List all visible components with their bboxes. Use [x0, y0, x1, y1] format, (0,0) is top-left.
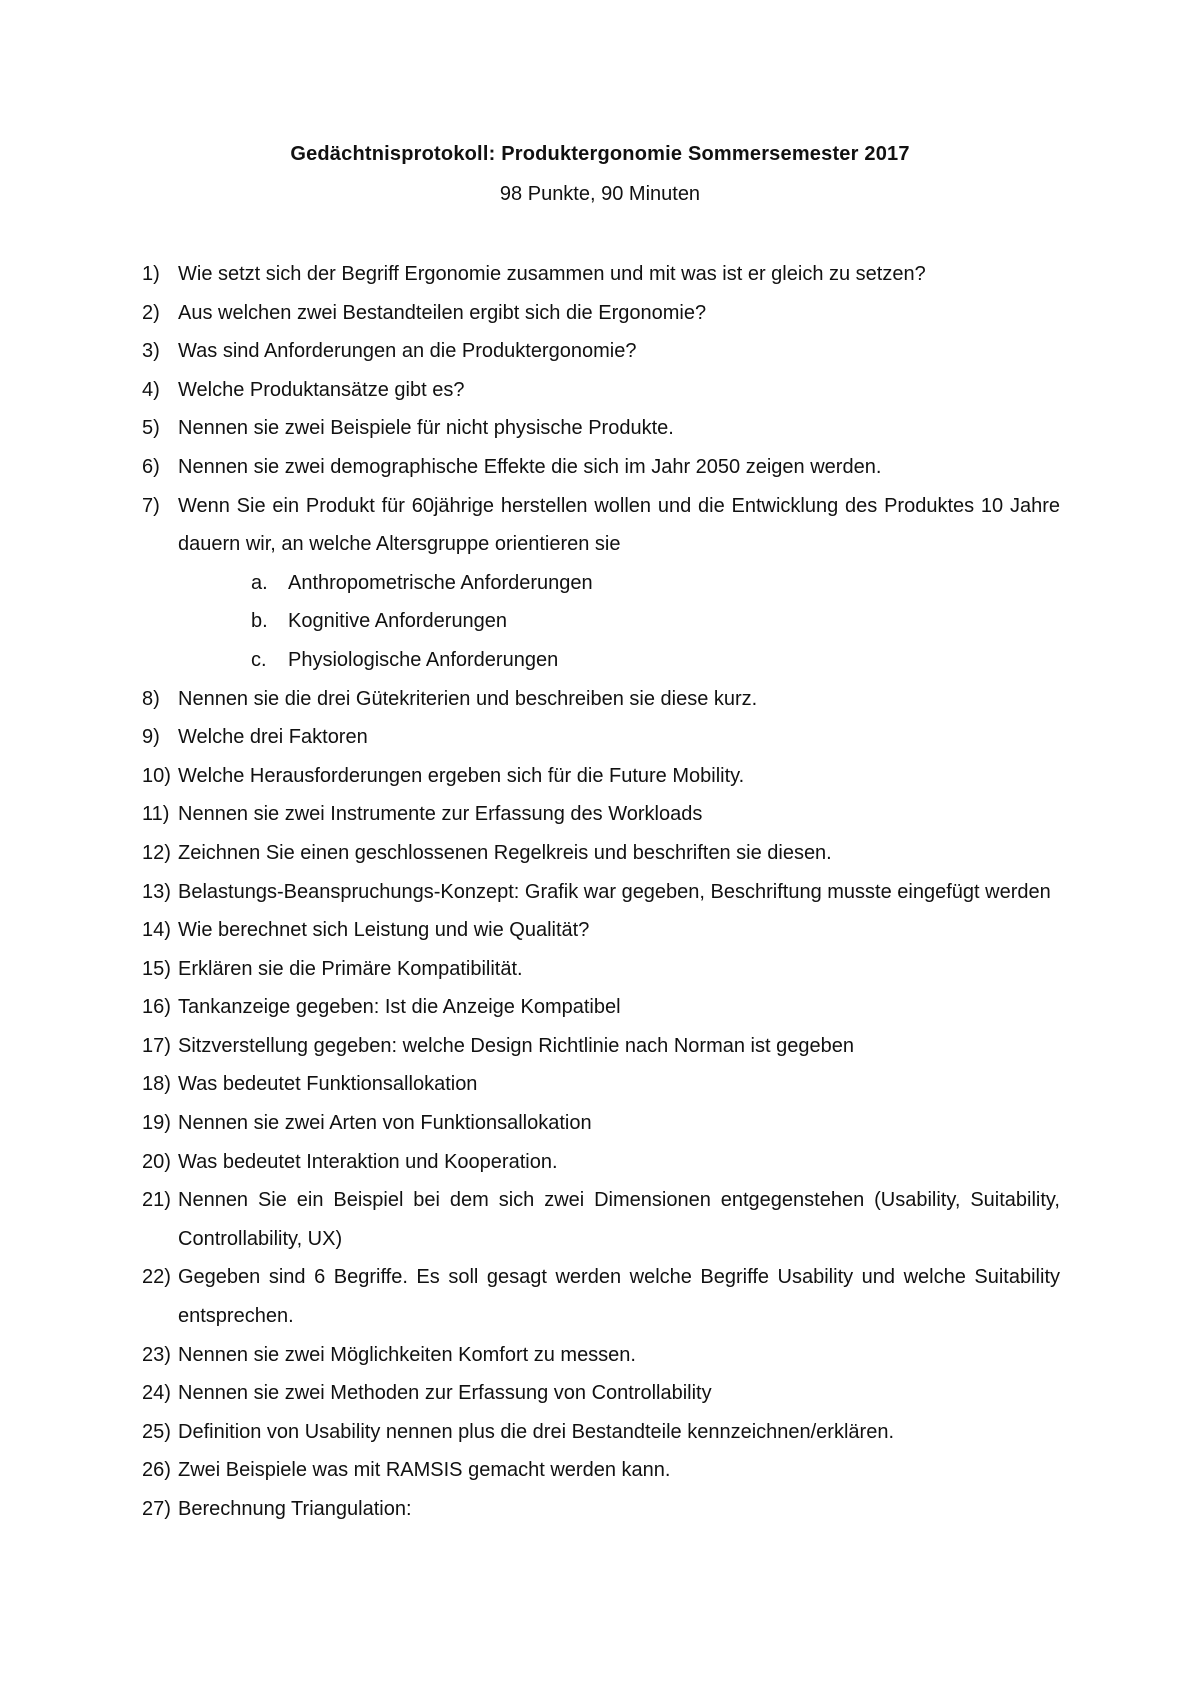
question-text: Nennen sie zwei Instrumente zur Erfassung des Workloads [178, 803, 703, 826]
sub-question-letter: a. [251, 571, 268, 594]
question-text: Nennen sie die drei Gütekriterien und beschreiben sie diese kurz. [178, 687, 758, 710]
question-text: Zeichnen Sie einen geschlossenen Regelkreis und beschriften sie diesen. [178, 841, 832, 864]
question-item [142, 294, 1060, 333]
question-number: 9) [142, 726, 160, 749]
question-number: 14) [142, 919, 171, 942]
question-text: Nennen sie zwei Methoden zur Erfassung von Controllability [178, 1382, 712, 1405]
question-item [142, 1336, 1060, 1375]
question-text: Wenn Sie ein Produkt für 60jährige herstellen wollen und die Entwicklung des Produktes 10 Jahre dauern wir, an welche Altersgruppe orientieren sie [178, 494, 1060, 556]
question-text: Sitzverstellung gegeben: welche Design Richtlinie nach Norman ist gegeben [178, 1034, 854, 1057]
document-subtitle: 98 Punkte, 90 Minuten [499, 183, 701, 205]
question-item [142, 332, 1060, 371]
question-text: Welche Herausforderungen ergeben sich für die Future Mobility. [178, 764, 745, 787]
question-list [142, 255, 1060, 1529]
question-text: Welche drei Faktoren [178, 726, 368, 749]
question-number: 13) [142, 880, 171, 903]
question-number: 3) [142, 340, 160, 363]
question-number: 26) [142, 1459, 171, 1482]
question-number: 27) [142, 1498, 171, 1520]
question-item [142, 988, 1060, 1027]
question-item [142, 1413, 1060, 1452]
question-text: Nennen sie zwei Arten von Funktionsallokation [178, 1112, 592, 1135]
question-item [142, 834, 1060, 873]
question-number: 18) [142, 1073, 171, 1096]
question-item [142, 1374, 1060, 1413]
question-text: Nennen sie zwei Beispiele für nicht physische Produkte. [178, 417, 674, 440]
question-number: 12) [142, 841, 171, 864]
question-text: Was sind Anforderungen an die Produktergonomie? [178, 340, 637, 363]
question-text: Welche Produktansätze gibt es? [178, 378, 465, 401]
sub-question-text: Kognitive Anforderungen [288, 610, 508, 633]
question-item [142, 1181, 1060, 1258]
question-number: 17) [142, 1034, 171, 1057]
sub-question-item [178, 602, 1060, 641]
question-number: 21) [142, 1189, 171, 1212]
question-item [142, 487, 1060, 680]
question-item [142, 911, 1060, 950]
question-item [142, 1490, 1060, 1529]
question-text: Zwei Beispiele was mit RAMSIS gemacht werden kann. [178, 1459, 671, 1482]
question-text: Nennen Sie ein Beispiel bei dem sich zwei Dimensionen entgegenstehen (Usability, Suitability, Controllability, UX) [178, 1189, 1060, 1250]
question-text: Tankanzeige gegeben: Ist die Anzeige Kompatibel [178, 996, 621, 1019]
sub-question-letter: b. [251, 610, 268, 633]
question-number: 11) [142, 803, 170, 826]
question-text: Wie setzt sich der Begriff Ergonomie zusammen und mit was ist er gleich zu setzen? [178, 263, 926, 285]
question-item [142, 371, 1060, 410]
question-number: 8) [142, 687, 160, 710]
question-item [142, 255, 1060, 294]
question-text: Definition von Usability nennen plus die drei Bestandteile kennzeichnen/erklären. [178, 1420, 894, 1443]
question-item [142, 1258, 1060, 1335]
question-text: Nennen sie zwei demographische Effekte die sich im Jahr 2050 zeigen werden. [178, 455, 882, 478]
question-text: Erklären sie die Primäre Kompatibilität. [178, 957, 523, 980]
question-text: Was bedeutet Interaktion und Kooperation. [178, 1150, 558, 1173]
question-item [142, 1104, 1060, 1143]
question-item [142, 1451, 1060, 1490]
question-number: 20) [142, 1150, 171, 1173]
question-number: 5) [142, 417, 160, 440]
question-text: Gegeben sind 6 Begriffe. Es soll gesagt werden welche Begriffe Usability und welche Suitability entsprechen. [178, 1266, 1060, 1328]
question-item [142, 795, 1060, 834]
sub-question-letter: c. [251, 648, 267, 671]
question-item [142, 950, 1060, 989]
question-text: Was bedeutet Funktionsallokation [178, 1073, 478, 1096]
sub-question-list [178, 564, 1060, 680]
document-title: Gedächtnisprotokoll: Produktergonomie Sommersemester 2017 [290, 143, 910, 165]
question-text: Aus welchen zwei Bestandteilen ergibt sich die Ergonomie? [178, 301, 707, 324]
question-number: 23) [142, 1343, 171, 1366]
question-number: 10) [142, 764, 171, 787]
question-number: 15) [142, 957, 171, 980]
question-number: 25) [142, 1420, 171, 1443]
question-item [142, 718, 1060, 757]
question-item [142, 680, 1060, 719]
sub-question-text: Anthropometrische Anforderungen [288, 571, 593, 594]
question-number: 24) [142, 1382, 171, 1405]
sub-question-text: Physiologische Anforderungen [288, 648, 559, 671]
question-text: Berechnung Triangulation: [178, 1498, 412, 1520]
question-item [142, 1065, 1060, 1104]
question-number: 2) [142, 301, 160, 324]
question-number: 4) [142, 378, 160, 401]
sub-question-item [178, 641, 1060, 680]
question-text: Nennen sie zwei Möglichkeiten Komfort zu messen. [178, 1343, 636, 1366]
question-item [142, 757, 1060, 796]
sub-question-item [178, 564, 1060, 603]
question-number: 6) [142, 455, 160, 478]
question-number: 7) [142, 494, 160, 517]
question-number: 19) [142, 1112, 171, 1135]
question-item [142, 1027, 1060, 1066]
question-text: Wie berechnet sich Leistung und wie Qualität? [178, 919, 590, 942]
question-number: 1) [142, 263, 160, 285]
question-text: Belastungs-Beanspruchungs-Konzept: Grafik war gegeben, Beschriftung musste eingefügt werden [178, 880, 1051, 903]
question-item [142, 409, 1060, 448]
question-number: 22) [142, 1266, 171, 1289]
question-item [142, 1143, 1060, 1182]
question-number: 16) [142, 996, 171, 1019]
question-item [142, 448, 1060, 487]
question-item [142, 873, 1060, 912]
